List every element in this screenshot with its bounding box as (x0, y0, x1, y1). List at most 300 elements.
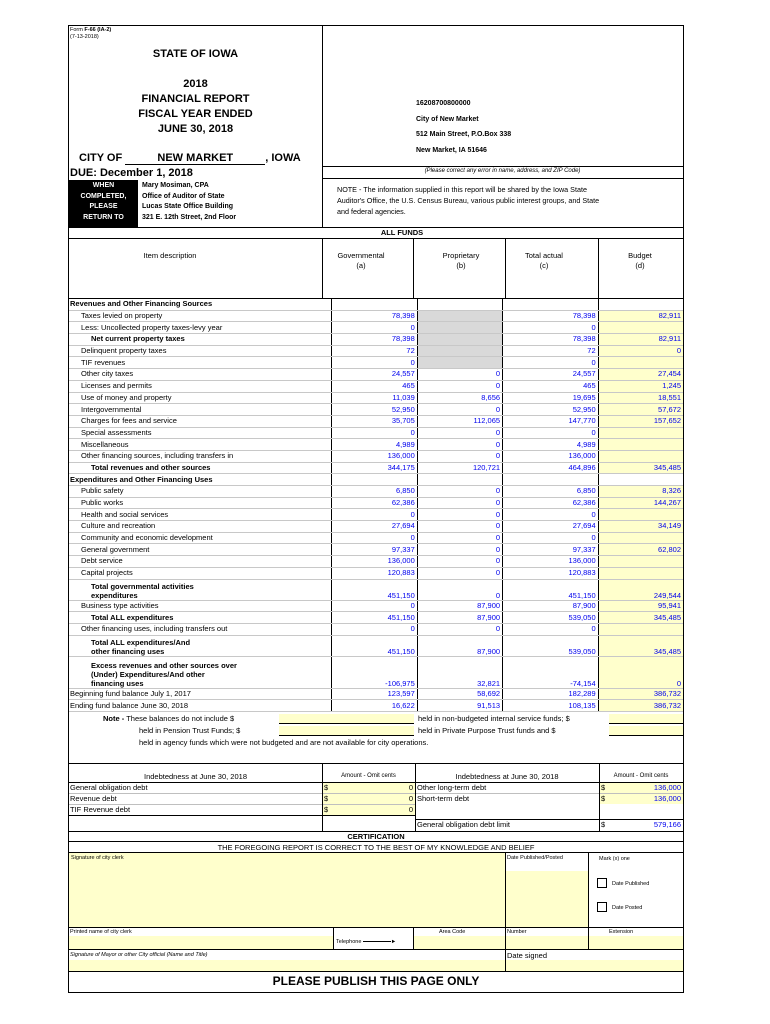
table-row (69, 579, 683, 600)
report-line3: JUNE 30, 2018 (157, 123, 234, 135)
cert-title: CERTIFICATION (347, 832, 405, 841)
table-row (69, 310, 683, 322)
total-cell[interactable]: 0 (503, 532, 599, 544)
col-prop (418, 251, 504, 271)
total-cell[interactable]: -74,154 (503, 656, 599, 688)
budget-cell[interactable]: 0 (598, 656, 683, 688)
row-label: Public works (69, 497, 332, 509)
row-label: Licenses and permits (69, 380, 332, 392)
total-cell[interactable]: 87,900 (503, 600, 599, 612)
arrow-right-icon: ► (390, 939, 397, 945)
return-street: 321 E. 12th Street, 2nd Floor (142, 213, 237, 221)
prop-cell[interactable]: 32,821 (417, 656, 502, 688)
form-id-prefix: Form (70, 27, 83, 33)
row-label: Other financing sources, including transfers in (69, 450, 332, 462)
note-text (337, 184, 599, 217)
row-label: Intergovernmental (69, 404, 332, 416)
table-row (69, 544, 683, 556)
budget-cell[interactable]: 27,454 (598, 369, 683, 381)
budget-cell[interactable] (598, 357, 683, 369)
prop-cell[interactable]: 87,900 (417, 635, 502, 656)
row-label: Beginning fund balance July 1, 2017 (69, 688, 332, 700)
total-cell[interactable]: 539,050 (503, 635, 599, 656)
prop-cell[interactable]: 87,900 (417, 600, 502, 612)
budget-cell[interactable]: 34,149 (598, 521, 683, 533)
gov-cell[interactable]: 62,386 (332, 497, 417, 509)
row-label: Less: Uncollected property taxes-levy year (69, 322, 332, 334)
prop-cell[interactable]: 0 (417, 509, 502, 521)
total-cell[interactable]: 0 (503, 509, 599, 521)
col-prop-label: Proprietary (442, 251, 480, 260)
table-row (69, 415, 683, 427)
return-label-3: PLEASE (89, 203, 118, 210)
due-date: DUE: December 1, 2018 (70, 167, 193, 179)
footer-instruction: PLEASE PUBLISH THIS PAGE ONLY (272, 974, 480, 988)
table-row (69, 450, 683, 462)
budget-cell[interactable]: 345,485 (598, 612, 683, 624)
col-gov-sub: (a) (356, 261, 366, 270)
total-cell[interactable]: 464,896 (503, 462, 599, 474)
row-label: Expenditures and Other Financing Uses (69, 474, 332, 486)
debt-olt-dollar: $ (601, 783, 606, 792)
prop-cell[interactable]: 58,692 (417, 688, 502, 700)
table-row (69, 369, 683, 381)
debt-rev-dollar: $ (324, 794, 329, 803)
financial-report-form (68, 25, 684, 993)
return-label-1: WHEN (92, 182, 115, 189)
table-row (69, 380, 683, 392)
debt-st-dollar: $ (601, 794, 606, 803)
col-total-label: Total actual (525, 251, 563, 260)
budget-cell[interactable]: 95,941 (598, 600, 683, 612)
table-row (69, 688, 683, 700)
gov-cell[interactable]: 0 (332, 427, 417, 439)
prop-cell[interactable]: 0 (417, 404, 502, 416)
budget-cell[interactable]: 249,544 (598, 579, 683, 600)
row-label: Health and social services (69, 509, 332, 521)
address-name: City of New Market (416, 115, 479, 123)
debt-limit-amount: 579,166 (653, 820, 681, 829)
note-input-b[interactable] (609, 714, 683, 724)
gov-cell[interactable]: 97,337 (332, 544, 417, 556)
table-row (69, 497, 683, 509)
state-suffix: , IOWA (265, 152, 301, 164)
extension-field[interactable] (589, 936, 683, 949)
prop-cell[interactable]: 0 (417, 369, 502, 381)
table-row (69, 392, 683, 404)
state-title: STATE OF IOWA (152, 48, 239, 60)
prop-cell[interactable]: 0 (417, 497, 502, 509)
total-cell[interactable]: 72 (503, 345, 599, 357)
budget-cell[interactable]: 386,732 (598, 688, 683, 700)
debt-go-amount: 0 (408, 783, 413, 792)
row-label: Use of money and property (69, 392, 332, 404)
prop-cell[interactable]: 0 (417, 450, 502, 462)
row-label: Community and economic development (69, 532, 332, 544)
row-label: Miscellaneous (69, 439, 332, 451)
gov-cell[interactable]: 465 (332, 380, 417, 392)
city-id: 16208700800000 (416, 100, 471, 107)
row-label: Other financing uses, including transfers out (69, 623, 332, 635)
prop-cell[interactable]: 0 (417, 486, 502, 498)
table-row (69, 635, 683, 656)
row-label: Taxes levied on property (69, 310, 332, 322)
budget-cell[interactable]: 18,551 (598, 392, 683, 404)
return-to-address (142, 181, 236, 223)
debt-st-amount: 136,000 (653, 794, 681, 803)
budget-cell[interactable] (598, 322, 683, 334)
sig-mayor-field[interactable] (69, 960, 505, 971)
debt-st-field[interactable] (600, 794, 683, 804)
prop-cell[interactable] (417, 310, 502, 322)
debt-st: Short-term debt (417, 794, 470, 803)
gov-cell[interactable]: 0 (332, 600, 417, 612)
table-row (69, 656, 683, 688)
note-line-1: NOTE - The information supplied in this report will be shared by the Iowa State (337, 185, 587, 194)
row-label: Net current property taxes (69, 334, 332, 346)
table-row (69, 600, 683, 612)
note-input-c[interactable] (279, 726, 414, 736)
note-input-d[interactable] (609, 726, 683, 736)
table-row (69, 322, 683, 334)
total-cell (503, 299, 599, 310)
return-building: Lucas State Office Building (142, 203, 234, 210)
budget-cell[interactable]: 82,911 (598, 310, 683, 322)
budget-cell[interactable] (598, 450, 683, 462)
total-cell[interactable]: 136,000 (503, 450, 599, 462)
row-label: Revenues and Other Financing Sources (69, 299, 332, 310)
total-cell[interactable]: 6,850 (503, 486, 599, 498)
printed-name-label: Printed name of city clerk (70, 929, 132, 935)
total-cell[interactable]: 97,337 (503, 544, 599, 556)
form-rev: (7-13-2018) (70, 34, 99, 40)
gov-cell[interactable]: 0 (332, 623, 417, 635)
prop-cell[interactable]: 112,065 (417, 415, 502, 427)
table-row (69, 623, 683, 635)
gov-cell[interactable]: 78,398 (332, 310, 417, 322)
return-name: Mary Mosiman, CPA (142, 182, 209, 189)
note-d: held in Private Purpose Trust funds and $ (418, 726, 556, 735)
prop-cell (417, 299, 502, 310)
gov-cell[interactable]: 72 (332, 345, 417, 357)
total-cell[interactable]: 451,150 (503, 579, 599, 600)
total-cell[interactable]: 24,557 (503, 369, 599, 381)
table-row (69, 556, 683, 568)
prop-cell[interactable]: 0 (417, 567, 502, 579)
gov-cell[interactable]: 0 (332, 532, 417, 544)
col-gov (318, 251, 404, 271)
debt-olt-field[interactable] (600, 783, 683, 793)
prop-cell[interactable]: 91,513 (417, 700, 502, 712)
debt-go: General obligation debt (70, 783, 148, 792)
date-pub-field[interactable] (506, 871, 588, 927)
budget-cell[interactable]: 82,911 (598, 334, 683, 346)
report-line1: FINANCIAL REPORT (141, 93, 250, 105)
city-name[interactable]: NEW MARKET (125, 152, 265, 165)
total-cell[interactable]: 19,695 (503, 392, 599, 404)
gov-cell[interactable]: 451,150 (332, 579, 417, 600)
budget-cell[interactable] (598, 623, 683, 635)
col-item: Item description (143, 251, 197, 260)
total-cell[interactable]: 147,770 (503, 415, 599, 427)
gov-cell[interactable]: 344,175 (332, 462, 417, 474)
prop-cell[interactable] (417, 345, 502, 357)
budget-cell[interactable]: 57,672 (598, 404, 683, 416)
debt-rev: Revenue debt (70, 794, 117, 803)
note-input-a[interactable] (279, 714, 414, 724)
total-cell[interactable]: 0 (503, 623, 599, 635)
note-c: held in Pension Trust Funds; $ (139, 726, 241, 735)
arrow-line-icon (363, 941, 391, 942)
table-row (69, 509, 683, 521)
gov-cell[interactable]: 0 (332, 509, 417, 521)
number-label: Number (507, 929, 527, 935)
row-label: Delinquent property taxes (69, 345, 332, 357)
mark-one: Mark (x) one (599, 856, 630, 862)
table-row (69, 357, 683, 369)
row-label: Culture and recreation (69, 521, 332, 533)
note-a: These balances do not include $ (126, 714, 235, 723)
total-cell[interactable]: 0 (503, 427, 599, 439)
city-label: CITY OF (79, 152, 123, 164)
return-office: Office of Auditor of State (142, 192, 225, 200)
area-code-field[interactable] (414, 936, 505, 949)
row-label: Business type activities (69, 600, 332, 612)
table-row (69, 486, 683, 498)
debt-go-field[interactable] (323, 783, 415, 793)
cert-statement: THE FOREGOING REPORT IS CORRECT TO THE BEST OF MY KNOWLEDGE AND BELIEF (217, 843, 535, 852)
date-signed-label: Date signed (507, 951, 548, 960)
row-label: Other city taxes (69, 369, 332, 381)
total-cell[interactable]: 108,135 (503, 700, 599, 712)
gov-cell[interactable]: 123,597 (332, 688, 417, 700)
date-signed-field[interactable] (506, 960, 683, 971)
table-row (69, 334, 683, 346)
budget-cell (598, 299, 683, 310)
col-gov-label: Governmental (337, 251, 385, 260)
row-label: Total ALL expenditures (69, 612, 332, 624)
col-prop-sub: (b) (456, 261, 466, 270)
table-row (69, 299, 683, 310)
budget-cell[interactable]: 386,732 (598, 700, 683, 712)
note-e: held in agency funds which were not budgeted and are not available for city operations. (139, 738, 429, 747)
debt-limit-dollar: $ (601, 820, 606, 829)
gov-cell[interactable]: 120,883 (332, 567, 417, 579)
debt-tif-field[interactable] (323, 805, 415, 815)
address-street: 512 Main Street, P.O.Box 338 (416, 131, 512, 138)
gov-cell[interactable]: -106,975 (332, 656, 417, 688)
note-line-3: and federal agencies. (337, 207, 406, 216)
note-line-2: Auditor's Office, the U.S. Census Bureau, various public interest groups, and State (337, 196, 600, 205)
row-label: Charges for fees and service (69, 415, 332, 427)
financial-table (69, 299, 683, 712)
prop-cell[interactable] (417, 322, 502, 334)
telephone-text: Telephone (336, 939, 362, 945)
table-row (69, 404, 683, 416)
debt-rev-amount: 0 (408, 794, 413, 803)
table-row (69, 427, 683, 439)
gov-cell[interactable]: 451,150 (332, 612, 417, 624)
sig-clerk-label: Signature of city clerk (71, 855, 124, 861)
table-row (69, 474, 683, 486)
prop-cell[interactable]: 0 (417, 439, 502, 451)
debt-go-dollar: $ (324, 783, 329, 792)
gov-cell[interactable]: 136,000 (332, 556, 417, 568)
gov-cell (332, 299, 417, 310)
all-funds-header: ALL FUNDS (380, 228, 424, 237)
gov-cell[interactable]: 11,039 (332, 392, 417, 404)
prop-cell[interactable]: 0 (417, 380, 502, 392)
table-row (69, 532, 683, 544)
note-label: Note - (103, 714, 125, 723)
col-budget-sub: (d) (635, 261, 645, 270)
row-label: Ending fund balance June 30, 2018 (69, 700, 332, 712)
total-cell[interactable]: 182,289 (503, 688, 599, 700)
address-citystate: New Market, IA 51646 (416, 146, 487, 154)
budget-cell[interactable]: 62,802 (598, 544, 683, 556)
debt-limit-field[interactable] (600, 820, 683, 830)
total-cell[interactable]: 4,989 (503, 439, 599, 451)
prop-cell[interactable]: 0 (417, 427, 502, 439)
prop-cell[interactable] (417, 334, 502, 346)
total-cell[interactable]: 0 (503, 357, 599, 369)
prop-cell[interactable]: 0 (417, 623, 502, 635)
gov-cell (332, 474, 417, 486)
gov-cell[interactable]: 136,000 (332, 450, 417, 462)
budget-cell[interactable] (598, 509, 683, 521)
gov-cell[interactable]: 27,694 (332, 521, 417, 533)
debt-head-left: Indebtedness at June 30, 2018 (143, 772, 247, 781)
total-cell (503, 474, 599, 486)
table-row (69, 462, 683, 474)
total-cell[interactable]: 52,950 (503, 404, 599, 416)
total-cell[interactable]: 120,883 (503, 567, 599, 579)
gov-cell[interactable]: 0 (332, 322, 417, 334)
budget-cell[interactable] (598, 439, 683, 451)
row-label: Special assessments (69, 427, 332, 439)
debt-olt-amount: 136,000 (653, 783, 681, 792)
budget-cell[interactable]: 0 (598, 345, 683, 357)
printed-name-field[interactable] (69, 936, 333, 949)
budget-cell[interactable]: 1,245 (598, 380, 683, 392)
debt-rev-field[interactable] (323, 794, 415, 804)
budget-cell[interactable] (598, 556, 683, 568)
prop-cell[interactable]: 8,656 (417, 392, 502, 404)
debt-tif-dollar: $ (324, 805, 329, 814)
prop-cell[interactable]: 0 (417, 544, 502, 556)
gov-cell[interactable]: 52,950 (332, 404, 417, 416)
form-id (70, 27, 111, 33)
debt-tif-amount: 0 (408, 805, 413, 814)
table-row (69, 345, 683, 357)
total-cell[interactable]: 62,386 (503, 497, 599, 509)
row-label: Total revenues and other sources (69, 462, 332, 474)
total-cell[interactable]: 465 (503, 380, 599, 392)
budget-cell[interactable] (598, 567, 683, 579)
prop-cell[interactable]: 0 (417, 556, 502, 568)
budget-cell[interactable] (598, 427, 683, 439)
gov-cell[interactable]: 16,622 (332, 700, 417, 712)
return-to-label (69, 180, 138, 227)
gov-cell[interactable]: 35,705 (332, 415, 417, 427)
prop-cell[interactable]: 0 (417, 532, 502, 544)
prop-cell (417, 474, 502, 486)
prop-cell[interactable]: 87,900 (417, 612, 502, 624)
address-note: (Please correct any error in name, address, and ZIP Code) (424, 168, 581, 174)
row-label: Excess revenues and other sources over (Under) Expenditures/And other financing uses (69, 656, 332, 688)
total-cell[interactable]: 78,398 (503, 334, 599, 346)
total-cell[interactable]: 136,000 (503, 556, 599, 568)
prop-cell[interactable] (417, 357, 502, 369)
row-label: Public safety (69, 486, 332, 498)
budget-cell[interactable] (598, 532, 683, 544)
debt-limit: General obligation debt limit (417, 820, 510, 829)
total-cell[interactable]: 539,050 (503, 612, 599, 624)
table-row (69, 567, 683, 579)
debt-head-amt: Amount - Omit cents (341, 773, 396, 779)
debt-olt: Other long-term debt (417, 783, 487, 792)
table-row (69, 612, 683, 624)
report-title (69, 77, 322, 137)
budget-cell[interactable]: 345,485 (598, 635, 683, 656)
report-year: 2018 (183, 78, 208, 90)
sig-clerk-field[interactable] (69, 853, 505, 927)
total-cell[interactable]: 0 (503, 322, 599, 334)
sig-mayor-label: Signature of Mayor or other City official (Name and Title) (70, 952, 208, 958)
row-label: General government (69, 544, 332, 556)
row-label: Total governmental activities expenditures (69, 579, 332, 600)
published-option: Date Published (612, 881, 650, 887)
debt-head-right: Indebtedness at June 30, 2018 (455, 772, 559, 781)
budget-cell[interactable]: 345,485 (598, 462, 683, 474)
published-checkbox[interactable] (597, 878, 607, 888)
gov-cell[interactable]: 0 (332, 357, 417, 369)
city-line (79, 152, 301, 165)
budget-cell[interactable]: 157,652 (598, 415, 683, 427)
row-label: Debt service (69, 556, 332, 568)
gov-cell[interactable]: 6,850 (332, 486, 417, 498)
table-row (69, 521, 683, 533)
col-budget-label: Budget (628, 251, 652, 260)
gov-cell[interactable]: 24,557 (332, 369, 417, 381)
prop-cell[interactable]: 0 (417, 579, 502, 600)
budget-cell[interactable]: 144,267 (598, 497, 683, 509)
report-line2: FISCAL YEAR ENDED (138, 108, 253, 120)
number-field[interactable] (506, 936, 588, 949)
row-label: Total ALL expenditures/And other financing uses (69, 635, 332, 656)
budget-cell[interactable]: 8,326 (598, 486, 683, 498)
table-row (69, 700, 683, 712)
row-label: Capital projects (69, 567, 332, 579)
table-row (69, 439, 683, 451)
date-pub-label: Date Published/Posted (507, 855, 563, 861)
return-label-2: COMPLETED, (80, 192, 127, 200)
col-budget (597, 251, 683, 271)
note-b: held in non-budgeted internal service funds; $ (418, 714, 570, 723)
row-label: TIF revenues (69, 357, 332, 369)
form-id-number: F-66 (IA-2) (84, 27, 112, 33)
prop-cell[interactable]: 120,721 (417, 462, 502, 474)
gov-cell[interactable]: 78,398 (332, 334, 417, 346)
total-cell[interactable]: 27,694 (503, 521, 599, 533)
posted-checkbox[interactable] (597, 902, 607, 912)
posted-option: Date Posted (612, 905, 643, 911)
prop-cell[interactable]: 0 (417, 521, 502, 533)
area-code-label: Area Code (439, 929, 466, 935)
total-cell[interactable]: 78,398 (503, 310, 599, 322)
gov-cell[interactable]: 451,150 (332, 635, 417, 656)
gov-cell[interactable]: 4,989 (332, 439, 417, 451)
